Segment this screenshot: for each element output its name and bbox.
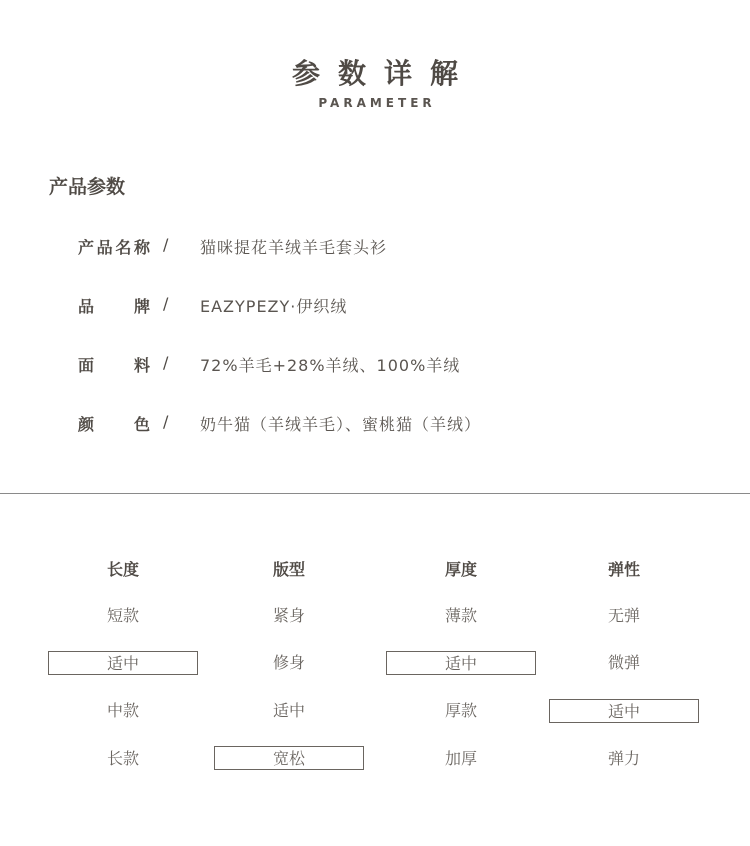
param-separator: / (163, 235, 169, 254)
header-title: 参数详解 (291, 57, 476, 90)
param-label: 颜色 (78, 415, 150, 434)
param-separator: / (163, 412, 169, 431)
param-row-color (78, 412, 678, 442)
param-label: 品牌 (78, 297, 150, 316)
spec-option: 薄款 (444, 606, 477, 625)
spec-header: 弹性 (607, 560, 640, 579)
divider (0, 493, 750, 494)
spec-header: 长度 (106, 560, 139, 579)
param-value: 72%羊毛+28%羊绒、100%羊绒 (200, 356, 461, 375)
spec-option: 长款 (106, 749, 139, 768)
param-label: 面料 (78, 356, 150, 375)
spec-option: 微弹 (607, 653, 640, 672)
spec-header: 厚度 (444, 560, 477, 579)
spec-option: 加厚 (444, 749, 477, 768)
spec-header: 版型 (272, 560, 305, 579)
header-subtitle: PARAMETER (318, 96, 436, 110)
spec-option: 短款 (106, 606, 139, 625)
param-value: 猫咪提花羊绒羊毛套头衫 (200, 238, 388, 257)
spec-option: 厚款 (444, 701, 477, 720)
spec-option: 中款 (106, 701, 139, 720)
spec-option: 紧身 (272, 606, 305, 625)
spec-option: 无弹 (607, 606, 640, 625)
param-row-brand (78, 294, 678, 324)
param-label: 产品名称 (78, 238, 150, 257)
spec-option: 宽松 (214, 746, 364, 770)
param-value: EAZYPEZY·伊织绒 (200, 297, 348, 316)
spec-option: 适中 (386, 651, 536, 675)
spec-option: 适中 (272, 701, 305, 720)
spec-option: 弹力 (607, 749, 640, 768)
param-separator: / (163, 353, 169, 372)
param-row-name (78, 235, 678, 265)
spec-option: 适中 (48, 651, 198, 675)
spec-option: 修身 (272, 653, 305, 672)
param-value: 奶牛猫（羊绒羊毛）、蜜桃猫（羊绒） (200, 415, 482, 434)
spec-option: 适中 (549, 699, 699, 723)
param-row-fabric (78, 353, 678, 383)
param-separator: / (163, 294, 169, 313)
section-title: 产品参数 (49, 176, 126, 198)
